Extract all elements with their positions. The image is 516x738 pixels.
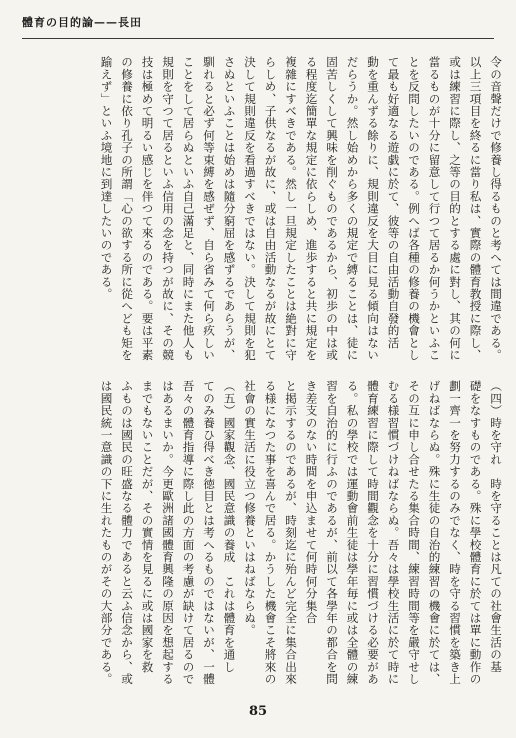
text-line: 當るものが十分に留意して行つて居るか何うかといふこ	[427, 56, 442, 361]
text-line: むる様習慣づけねばならぬ。吾々は學校生活に於て時に	[386, 380, 401, 685]
bottom-text-column	[16, 380, 506, 698]
text-line: る様になつた事を喜んで居る。かうした機會こそ將來の	[263, 380, 278, 685]
text-line: る。私の學校では運動會前生徒は學年毎に或は全體の練	[345, 380, 360, 685]
top-text-column	[16, 56, 506, 372]
text-line: 令の音聲だけで修養し得るものと考へては間違である。	[489, 56, 503, 361]
text-line: （四）時を守れ 時を守ることは凡ての社會生活の基	[489, 380, 503, 673]
running-header: 體育の目的論——長田	[22, 16, 142, 29]
text-line: げねばならぬ。殊に生徒の自治的練習の機會に於ては、	[427, 380, 442, 685]
text-line: 複雜にすべきである。然し一旦規定したことは絶對に守	[284, 56, 298, 361]
text-line: その互に申し合せたる集合時間、練習時間等を嚴守せし	[407, 380, 421, 685]
text-line: 決して規則違反を看過すべきではない。決して規則を犯	[243, 56, 257, 361]
text-line: さぬといふことは始めは隨分窮屈を感ずるであらうが、	[222, 56, 237, 361]
text-line: 體育練習に際して時間觀念を十分に習慣づける必要があ	[366, 380, 380, 685]
text-line: までもないことだが、その實情を見るに或は國家を救	[140, 380, 155, 673]
text-line: だらうか。然し始めから多くの規定で縛ることは、徒に	[345, 56, 360, 361]
text-line: 社會の實生活に役立つ修養といはねばならぬ。	[243, 380, 257, 637]
text-line: （五）國家觀念、國民意識の養成 これは體育を通し	[222, 380, 237, 673]
text-line: とを反問したいのである。例へば各種の修養の機會とし	[407, 56, 421, 361]
text-line: はあるまいか。今更歐洲諸國體育興隆の原因を想起する	[161, 380, 175, 685]
text-line: き差支のない時間を申込ませて何時何分集合	[304, 380, 319, 624]
text-line: 固苦しくして興味を削ぐものであるから、初歩の中は或	[325, 56, 339, 361]
text-line: 礎をなすものである。殊に學校體育に於ては單に動作の	[468, 380, 483, 685]
text-line: 以上三項目を終るに當り私は、實際の體育教授に際し、	[468, 56, 483, 361]
text-line: 吾々の體育指導に際し此の方面の考慮が缺けて居るので	[181, 380, 196, 685]
text-line: ふものは國民の旺盛なる體力であると云ふ信念から、或	[120, 380, 134, 685]
text-line: 技は極めて明るい感じを伴つて來るのである。要は平素	[140, 56, 155, 361]
page-number: 85	[248, 704, 268, 719]
text-line: 踰えず」といふ境地に到達したいのである。	[99, 56, 114, 300]
text-line: 規則を守つて居るといふ信用の念を持つが故に、その競	[161, 56, 175, 361]
text-line: 習を自治的に行ふのであるが、前以て各學年の都合を問	[325, 380, 339, 685]
text-line: は國民統一意識の下に生れたものがその大部分である。	[99, 380, 114, 685]
text-line: らしめ、子供なるが故に、或は自由活動なるが故にとて	[263, 56, 278, 361]
header-rule	[22, 38, 494, 39]
text-line: る程度迄簡單な規定に依らしめ、進歩すると共に規定を	[304, 56, 319, 361]
text-line: 動を重んずる餘りに、規則違反を大目に見る傾向はない	[366, 56, 380, 361]
text-line: ことをして居らぬといふ自己滿足と、同時にまた他人も	[181, 56, 196, 361]
text-line: の修養に依り孔子の所謂「心の欲する所に從へども矩を	[120, 56, 134, 361]
text-line: てのみ養ひ得べき徳目とは考へるものではないが、一體	[202, 380, 216, 685]
text-line: 或は練習に際し、之等の目的とする處に對し、其の何に	[448, 56, 462, 361]
text-line: 劃一齊一を努力するのみでなく、時を守る習慣を築き上	[448, 380, 462, 685]
text-line: て最も好適なる遊戯に於て、彼等の自由活動自發的活	[386, 56, 401, 349]
text-line: 馴れると必ず何等束縛を感ぜず、自ら省みて何ら疚しい	[202, 56, 216, 361]
text-line: と掲示するのであるが、時刻迄に殆んど完全に集合出來	[284, 380, 298, 685]
